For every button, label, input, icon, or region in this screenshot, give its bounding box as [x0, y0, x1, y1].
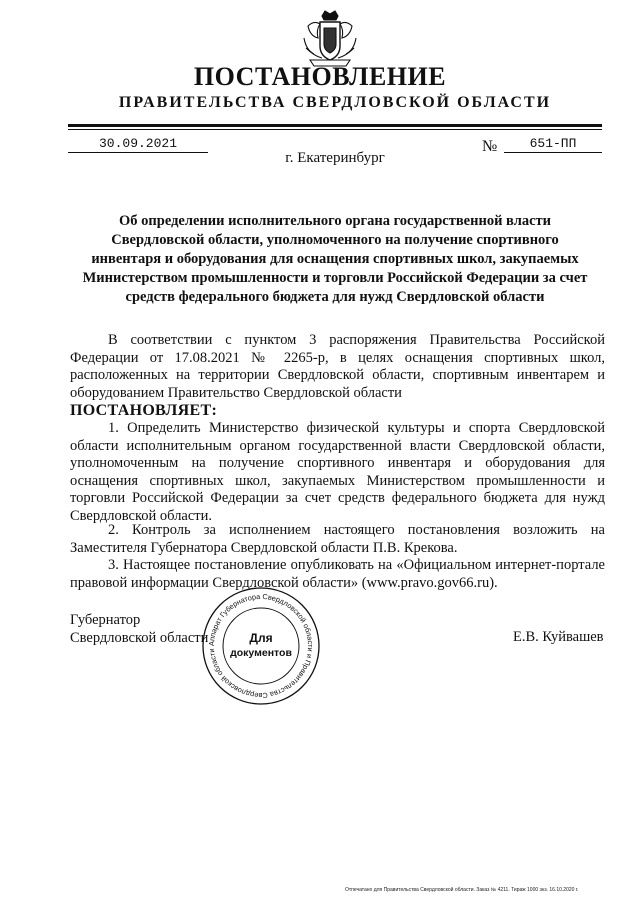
document-number: 651-ПП [504, 136, 602, 153]
signatory-position-line1: Губернатор [70, 612, 141, 628]
header-rule-thin [68, 129, 602, 130]
issuing-authority: ПРАВИТЕЛЬСТВА СВЕРДЛОВСКОЙ ОБЛАСТИ [118, 94, 552, 111]
decree-heading: ПОСТАНОВЛЯЕТ: [70, 402, 218, 419]
document-date: 30.09.2021 [68, 136, 208, 153]
official-stamp [200, 585, 322, 707]
signatory-position [70, 612, 208, 647]
number-label: № [482, 138, 498, 155]
document-type-title: ПОСТАНОВЛЕНИЕ [193, 62, 447, 91]
header-rule [68, 124, 602, 127]
stamp-center-line2: документов [230, 647, 292, 659]
signatory-position-line2: Свердловской области [70, 629, 209, 646]
signatory-name: Е.В. Куйвашев [513, 629, 604, 645]
stamp-center-line1: Для [249, 631, 273, 645]
stamp-ring-text: Аппарат Губернатора Свердловской области и Правительства Свердловской области [206, 591, 316, 701]
clause-1: 1. Определить Министерство физической культуры и спорта Свердловской области исполнительным органом государственной власти Свердловской области, уполномоченным на получение спортивного инвентаря и оборудования для оснащения спортивных школ, закупаемых Министерством промышленности и торговли Российской Федерации за счет средств федерального бюджета для нужд Свердловской области. [70, 420, 605, 524]
preamble-paragraph: В соответствии с пунктом 3 распоряжения Правительства Российской Федерации от 17.08.2021 № 2265-р, в целях оснащения спортивных школ, расположенных на территории Свердловской области, спортивным инвентарем и оборудованием Правительство Свердловской области [70, 332, 605, 401]
issue-city: г. Екатеринбург [285, 150, 385, 166]
clause-3: 3. Настоящее постановление опубликовать на «Официальном интернет-портале правовой информации Свердловской области» (www.pravo.gov66.ru). [70, 557, 605, 591]
clause-2: 2. Контроль за исполнением настоящего постановления возложить на Заместителя Губернатора Свердловской области П.В. Крекова. [70, 522, 605, 556]
document-subject: Об определении исполнительного органа государственной власти Свердловской области, уполномоченного на получение спортивного инвентаря и оборудования для оснащения спортивных школ, закупаемых Министерством промышленности и торговли Российской Федерации за счет средств федерального бюджета для нужд Свердловской области [82, 213, 588, 305]
print-footer: Отпечатано для Правительства Свердловской области. Заказ № 4211. Тираж 1000 экз. 16.10.2020 г. [345, 887, 579, 893]
